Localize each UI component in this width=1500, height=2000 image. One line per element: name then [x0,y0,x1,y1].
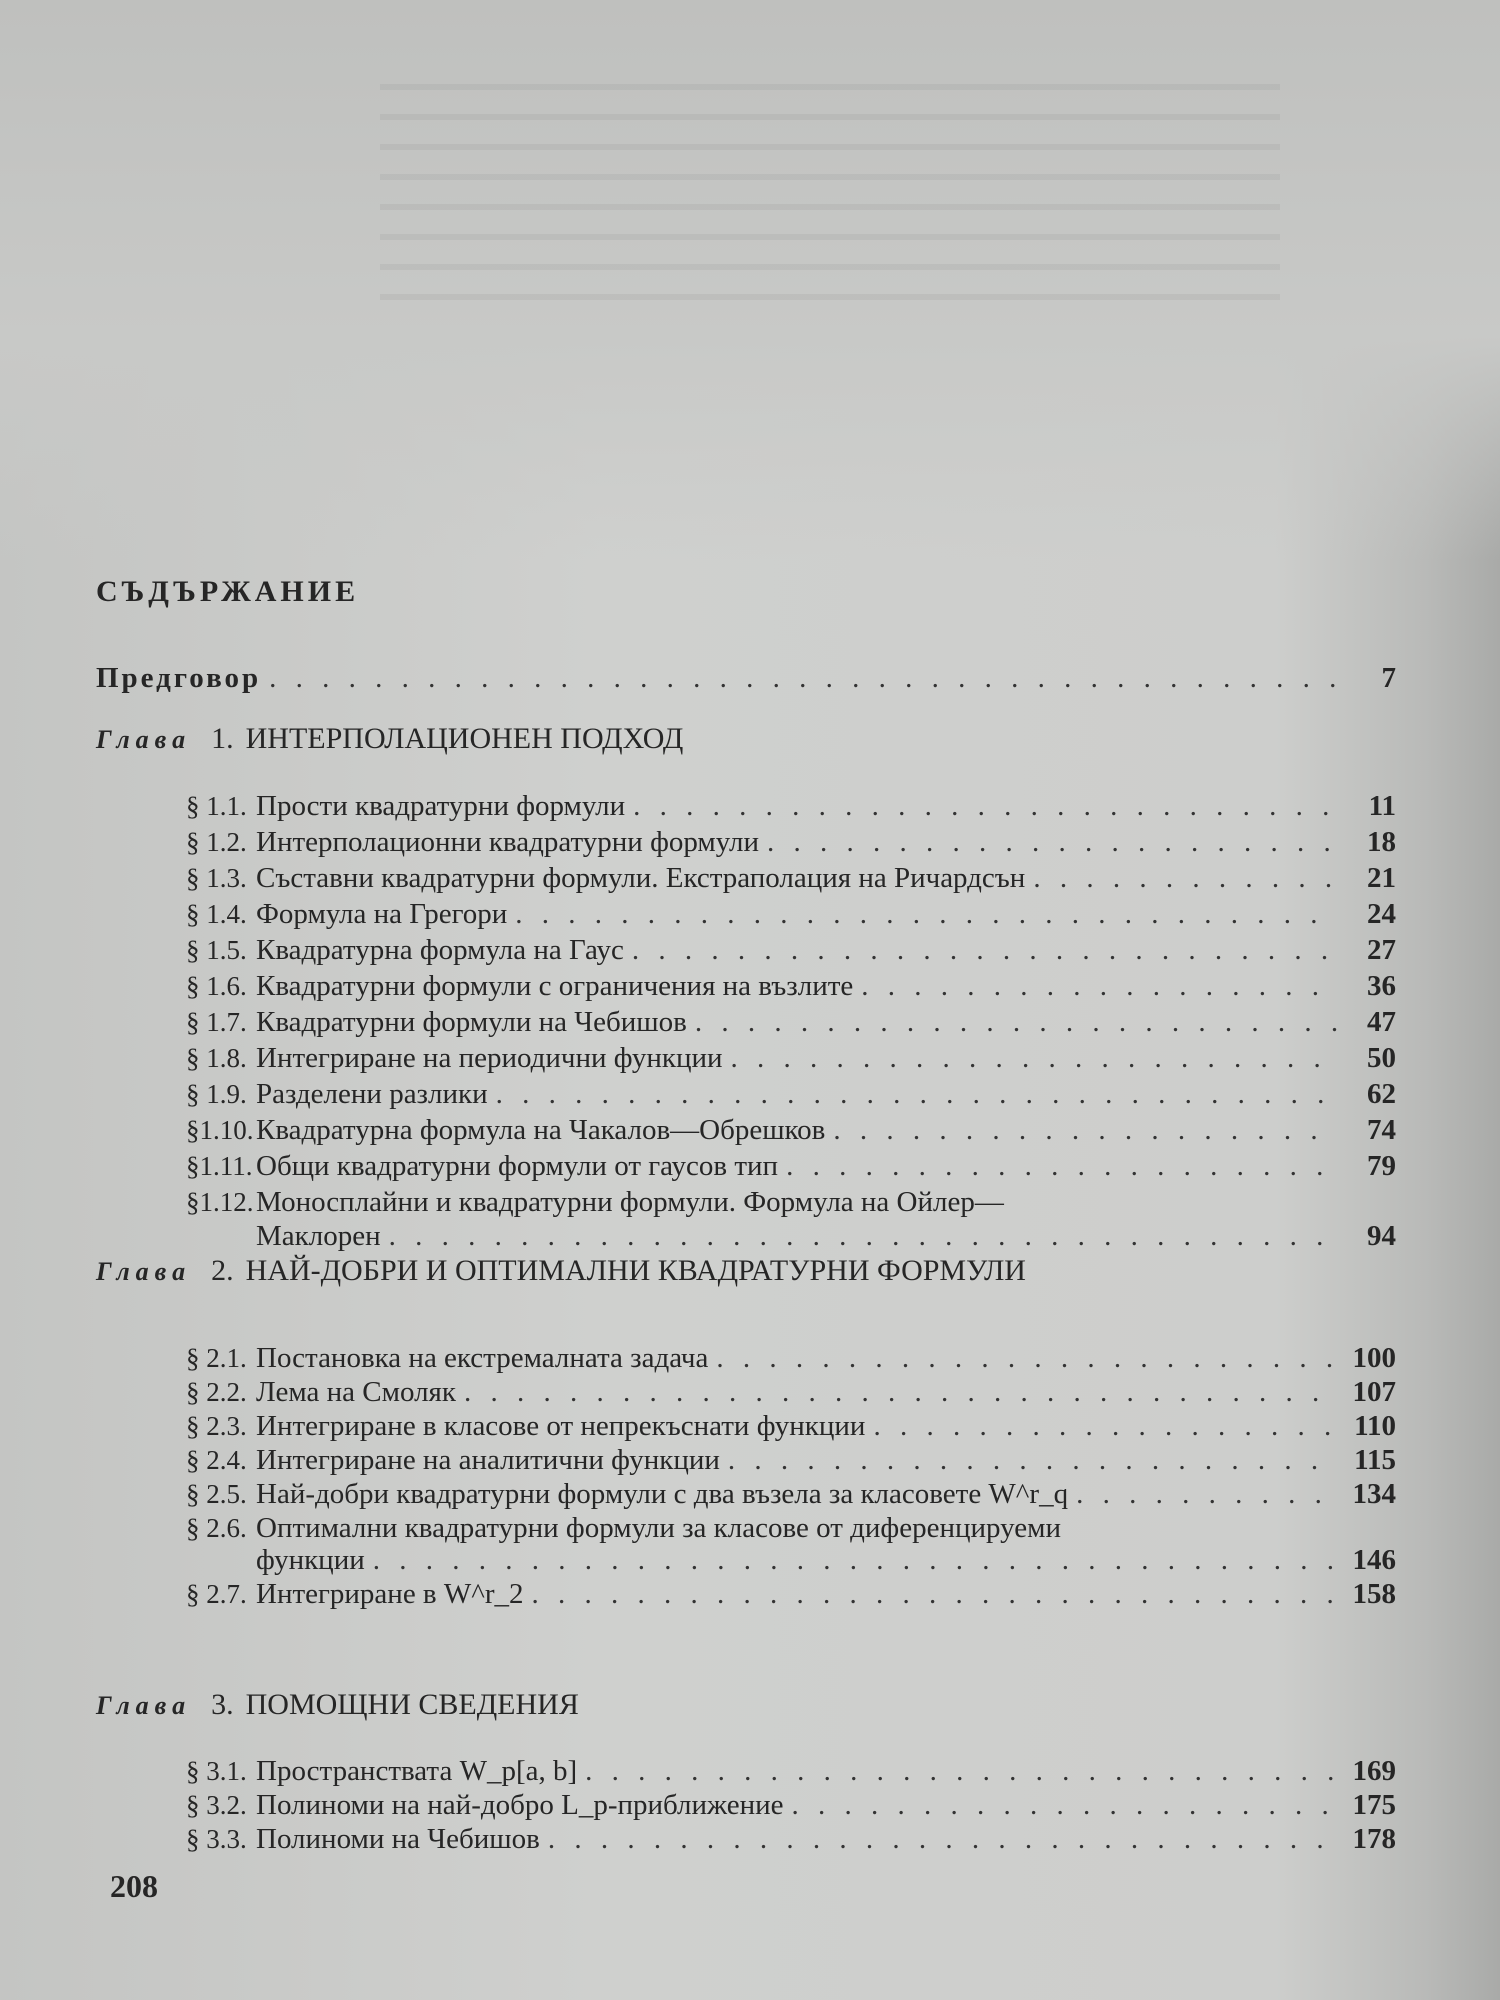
dot-leader [861,970,1338,1003]
dot-leader [716,1342,1338,1375]
chapter-heading [96,722,683,756]
section-number: § 3.3. [186,1824,247,1854]
entry-title: Формула на Грегори [256,898,508,930]
toc-entry [186,862,1396,895]
dot-leader [389,1220,1338,1253]
chapter-number: 2. [211,1254,234,1287]
entry-page: 94 [1367,1220,1396,1252]
dot-leader [632,934,1338,967]
entry-title: Полиноми на Чебишов [256,1823,540,1855]
entry-page: 134 [1352,1478,1396,1510]
toc-entry [186,934,1396,967]
entry-page: 21 [1367,862,1396,894]
entry-page: 36 [1367,970,1396,1002]
entry-page: 11 [1368,790,1396,822]
toc-entry [186,1444,1396,1477]
section-number: § 1.1. [186,791,247,821]
entry-page: 169 [1352,1755,1396,1787]
entry-title-continued: Маклорен [256,1220,381,1252]
toc-entry [186,1114,1396,1147]
entry-page: 110 [1354,1410,1396,1442]
entry-title: Прости квадратурни формули [256,790,626,822]
dot-leader [515,898,1338,931]
toc-entry [186,1823,1396,1856]
toc-entry [186,1042,1396,1075]
entry-page: 100 [1352,1342,1396,1374]
toc-entry [186,826,1396,859]
section-number: § 1.3. [186,863,247,893]
toc-entry-continuation [256,1220,1396,1253]
page-number: 208 [110,1868,158,1904]
dot-leader [1076,1478,1338,1511]
toc-entry-continuation [256,1544,1396,1577]
entry-title-continued: функции [256,1544,365,1576]
section-number: §1.10. [186,1115,254,1145]
chapter-title: НАЙ-ДОБРИ И ОПТИМАЛНИ КВАДРАТУРНИ ФОРМУЛИ [245,1254,1026,1287]
chapter-label: Глава [96,725,192,754]
section-number: § 2.3. [186,1411,247,1441]
section-number: § 1.5. [186,935,247,965]
toc-entry [186,1410,1396,1443]
entry-title: Интегриране на периодични функции [256,1042,723,1074]
section-number: § 1.7. [186,1007,247,1037]
entry-page: 50 [1367,1042,1396,1074]
dot-leader [633,790,1338,823]
chapter-heading [96,1254,1026,1288]
dot-leader [585,1755,1338,1788]
entry-title: Съставни квадратурни формули. Екстраполация на Ричардсън [256,862,1026,894]
dot-leader [833,1114,1338,1147]
chapter-title: ПОМОЩНИ СВЕДЕНИЯ [245,1688,579,1721]
section-number: § 2.1. [186,1343,247,1373]
page-title: СЪДЪРЖАНИЕ [96,575,360,608]
entry-title: Квадратурни формули на Чебишов [256,1006,687,1038]
toc-entry [186,1578,1396,1611]
entry-title: Оптимални квадратурни формули за класове от диференцируеми [256,1512,1062,1544]
section-number: § 1.9. [186,1079,247,1109]
entry-title: Общи квадратурни формули от гаусов тип [256,1150,779,1182]
dot-leader [767,826,1338,859]
entry-title: Интегриране на аналитични функции [256,1444,720,1476]
dot-leader [695,1006,1338,1039]
entry-page: 24 [1367,898,1396,930]
dot-leader [786,1150,1338,1183]
toc-entry [186,1342,1396,1375]
toc-entry [186,1078,1396,1111]
entry-title: Интегриране в класове от непрекъснати функции [256,1410,866,1442]
dot-leader [791,1789,1338,1822]
chapter-label: Глава [96,1691,192,1720]
chapter-label: Глава [96,1257,192,1286]
toc-entry [186,1755,1396,1788]
entry-title: Интерполационни квадратурни формули [256,826,759,858]
entry-title: Квадратурни формули с ограничения на възлите [256,970,854,1002]
section-number: §1.12. [186,1187,254,1217]
entry-title: Лема на Смоляк [256,1376,456,1408]
bleed-through-text [380,60,1280,320]
entry-page: 158 [1352,1578,1396,1610]
entry-title: Предговор [96,662,262,694]
section-number: § 1.2. [186,827,247,857]
entry-page: 79 [1367,1150,1396,1182]
entry-page: 107 [1352,1376,1396,1408]
entry-page: 74 [1367,1114,1396,1146]
toc-entry [186,1376,1396,1409]
entry-title: Квадратурна формула на Чакалов—Обрешков [256,1114,826,1146]
toc-entry [186,1789,1396,1822]
entry-page: 115 [1354,1444,1396,1476]
entry-page: 62 [1367,1078,1396,1110]
chapter-number: 3. [211,1688,234,1721]
toc-entry [186,1150,1396,1183]
section-number: § 2.5. [186,1479,247,1509]
toc-entry [186,1006,1396,1039]
dot-leader [496,1078,1338,1111]
section-number: § 2.6. [186,1513,247,1543]
chapter-title: ИНТЕРПОЛАЦИОНЕН ПОДХОД [245,722,684,755]
entry-title: Пространствата W_p[a, b] [256,1755,578,1787]
entry-page: 146 [1352,1544,1396,1576]
section-number: § 1.6. [186,971,247,1001]
section-number: § 2.2. [186,1377,247,1407]
toc-entry [186,790,1396,823]
entry-title: Квадратурна формула на Гаус [256,934,624,966]
entry-page: 18 [1367,826,1396,858]
section-number: §1.11. [186,1151,253,1181]
section-number: § 1.8. [186,1043,247,1073]
entry-title: Интегриране в W^r_2 [256,1578,524,1610]
toc-entry [186,1512,1396,1545]
dot-leader [269,662,1338,695]
entry-page: 178 [1352,1823,1396,1855]
entry-page: 7 [1381,662,1396,694]
entry-title: Моносплайни и квадратурни формули. Формула на Ойлер— [256,1186,1004,1218]
dot-leader [731,1042,1338,1075]
dot-leader [873,1410,1338,1443]
entry-title: Разделени разлики [256,1078,488,1110]
entry-title: Полиноми на най-добро L_p-приближение [256,1789,784,1821]
dot-leader [464,1376,1338,1409]
entry-page: 175 [1352,1789,1396,1821]
entry-page: 47 [1367,1006,1396,1038]
dot-leader [728,1444,1338,1477]
section-number: § 3.2. [186,1790,247,1820]
dot-leader [548,1823,1338,1856]
entry-page: 27 [1367,934,1396,966]
toc-entry-preface [96,662,1396,695]
entry-title: Постановка на екстремалната задача [256,1342,709,1374]
chapter-heading [96,1688,579,1722]
dot-leader [1033,862,1338,895]
chapter-number: 1. [211,722,234,755]
dot-leader [373,1544,1338,1577]
toc-entry [186,898,1396,931]
toc-entry [186,970,1396,1003]
toc-entry [186,1186,1396,1219]
section-number: § 1.4. [186,899,247,929]
section-number: § 3.1. [186,1756,247,1786]
section-number: § 2.7. [186,1579,247,1609]
section-number: § 2.4. [186,1445,247,1475]
toc-entry [186,1478,1396,1511]
dot-leader [532,1578,1338,1611]
entry-title: Най-добри квадратурни формули с два възела за класовете W^r_q [256,1478,1069,1510]
